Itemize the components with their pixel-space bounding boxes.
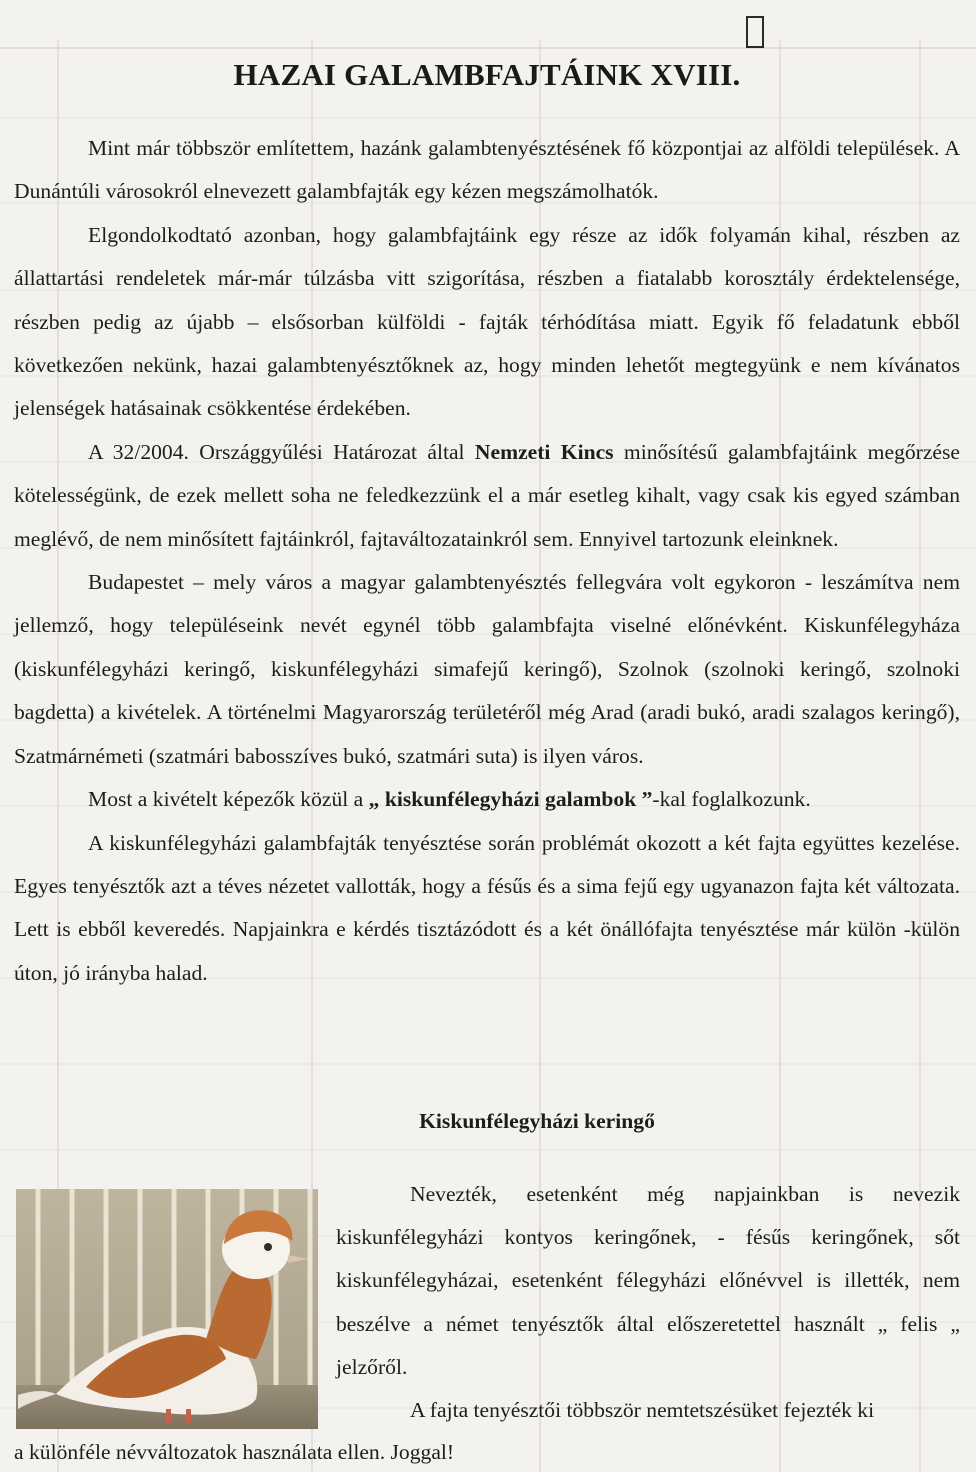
section-subtitle: Kiskunfélegyházi keringő xyxy=(419,1109,655,1133)
paragraph-2 xyxy=(14,214,960,431)
paragraph-3 xyxy=(14,431,960,561)
side-paragraph-2: A fajta tenyésztői többször nemtetszésüket fejezték ki xyxy=(410,1398,875,1423)
side-paragraph-1: Nevezték, esetenként még napjainkban is nevezik kiskunfélegyházi kontyos keringőnek, - fésűs keringőnek, sőt kiskunfélegyházai, esetenként félegyházi előnévvel is illették, nem beszélve a német tenyésztők által előszeretettel használt „ felis „ jelzőről. xyxy=(336,1182,960,1379)
paragraph-6-text: A kiskunfélegyházi galambfajták tenyésztése során problémát okozott a két fajta együttes kezelése. Egyes tenyésztők azt a téves nézetet vallották, hogy a fésűs és a sima fejű egy ugyanazon fajta két változata. Lett is ebből keveredés. Napjainkra e kérdés tisztázódott és a két önállófajta tenyésztése már külön -külön úton, jó irányba halad. xyxy=(14,830,960,985)
empty-box-icon xyxy=(746,16,764,48)
paragraph-2-text: Elgondolkodtató azonban, hogy galambfajtáink egy része az idők folyamán kihal, részben az állattartási rendeletek már-már túlzásba vitt szigorítása, részben a fiatalabb korosztály érdektelensége, részben pedig az újabb – elsősorban külföldi - fajták térhódítása miatt. Egyik fő feladatunk ebből következően nekünk, hazai galambtenyésztőknek az, hogy minden lehetőt megtegyünk e nem kívánatos jelenségek hatásainak csökkentése érdekében. xyxy=(14,222,960,421)
paragraph-1 xyxy=(14,127,960,214)
side-text xyxy=(336,1173,960,1432)
paragraph-4-text: Budapestet – mely város a magyar galambtenyésztés fellegvára volt egykoron - leszámítva nem jellemző, hogy településeink nevét egynél több galambfajta viselné előnévként. Kiskunfélegyháza (kiskunfélegyházi keringő, kiskunfélegyházi simafejű keringő), Szolnok (szolnoki keringő, szolnoki bagdetta) a kivételek. A történelmi Magyarország területéről még Arad (aradi bukó, aradi szalagos keringő), Szatmárnémeti (szatmári babosszíves bukó, szatmári suta) is ilyen város. xyxy=(14,570,960,768)
body-text xyxy=(14,127,960,995)
continuation-line: a különféle névváltozatok használata ellen. Joggal! xyxy=(14,1440,455,1464)
paragraph-5-emphasis: „ kiskunfélegyházi galambok ” xyxy=(368,787,653,812)
paragraph-6 xyxy=(14,822,960,996)
paragraph-4 xyxy=(14,561,960,778)
paragraph-1-text: Mint már többször említettem, hazánk galambtenyésztésének fő központjai az alföldi települések. A Dunántúli városokról elnevezett galambfajták egy kézen megszámolhatók. xyxy=(14,136,960,204)
paragraph-5-text-a: Most a kivételt képezők közül a xyxy=(88,787,369,812)
paragraph-5-text-b: -kal foglalkozunk. xyxy=(652,787,811,812)
paragraph-3-text-a: A 32/2004. Országgyűlési Határozat által xyxy=(88,439,475,464)
paragraph-3-text-b: minősítésű galambfajtáink megőrzése kötelességünk, de ezek mellett soha ne feledkezzünk el a már esetleg kihalt, vagy csak kis egyed számban meglévő, de nem minősített fajtáinkról, fajtaváltozatainkról sem. Ennyivel tartozunk eleinknek. xyxy=(14,439,961,551)
paragraph-3-emphasis: Nemzeti Kincs xyxy=(474,439,614,464)
paragraph-5 xyxy=(14,778,960,821)
pigeon-photo xyxy=(16,1189,318,1429)
page-title: HAZAI GALAMBFAJTÁINK XVIII. xyxy=(233,57,741,92)
